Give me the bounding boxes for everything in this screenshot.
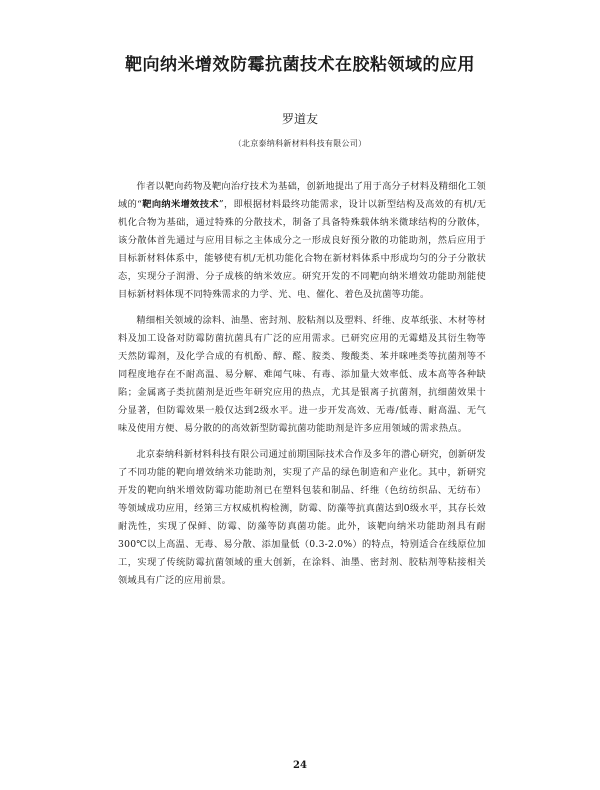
paragraph-text: ”，即根据材料最终功能需求，设计以新型结构及高效的有机/无机化合物为基础，通过特殊的分散技术，制备了具备特殊载体纳米微球结构的分散体，该分散体首先通过与应用目标之主体成分之一形成良好预分散的功能助剂，然后应用于目标新材料体系中，能够使有机/无机功能化合物在新材料体系中形成均匀的分子分散状态，实现分子润滑、分子成核的纳米效应。研究开发的不同靶向纳米增效功能助剂能使目标新材料体现不同特殊需求的力学、光、电、催化、着色及抗菌等功能。 [118,199,487,300]
paragraph-text: 作者以靶向药物及靶向治疗技术为基础，创新地提出了用于高分子材料及精细化工领域的“ [118,181,486,210]
paragraph-background [118,312,486,438]
paper-title: 靶向纳米增效防霉抗菌技术在胶粘领域的应用 [125,55,475,75]
paragraph-text: 精细相关领域的涂料、油墨、密封剂、胶粘剂以及塑料、纤维、皮革纸张、木材等材料及加工设备对防霉防菌抗菌具有广泛的应用需求。已研究应用的无霉蜡及其衍生物等天然防霉剂，及化学合成的有机酚、醇、醛、胺类、羧酸类、苯并咪唑类等抗菌剂等不同程度地存在不耐高温、易分解、难闻气味、有毒、添加量大效率低、成本高等各种缺陷；金属离子类抗菌剂是近些年研究应用的热点，尤其是银离子抗菌剂，抗细菌效果十分显著，但防霉效果一般仅达到2级水平。进一步开发高效、无毒/低毒、耐高温、无气味及使用方便、易分散的的高效新型防霉抗菌功能助剂是许多应用领域的需求热点。 [118,315,486,434]
highlight-term: 靶向纳米增效技术 [142,199,219,210]
paragraph-text: 北京泰纳科新材料科技有限公司通过前期国际技术合作及多年的潜心研究，创新研发了不同功能的靶向增效纳米功能助剂，实现了产品的绿色制造和产业化。其中，新研究开发的靶向纳米增效防霉功能助剂已在塑料包装和制品、纤维（色纺纺织品、无纺布）等领域成功应用，经第三方权威机构检测，防霉、防藻等抗真菌达到0级水平，其存长效耐洗性，实现了保鲜、防霉、防藻等防真菌功能。此外，该靶向纳米功能助剂具有耐300℃以上高温、无毒、易分散、添加量低（0.3-2.0%）的特点，特别适合在线原位加工，实现了传统防霉抗菌领域的重大创新，在涂料、油墨、密封剂、胶粘剂等粘接相关领域具有广泛的应用前景。 [118,449,486,586]
page-number: 24 [293,760,307,771]
author-name: 罗道友 [281,112,318,126]
paragraph-company [118,446,486,590]
article-body [118,178,486,598]
author-affiliation: （北京泰纳科新材料科技有限公司） [233,139,367,148]
paragraph-intro [118,178,486,304]
